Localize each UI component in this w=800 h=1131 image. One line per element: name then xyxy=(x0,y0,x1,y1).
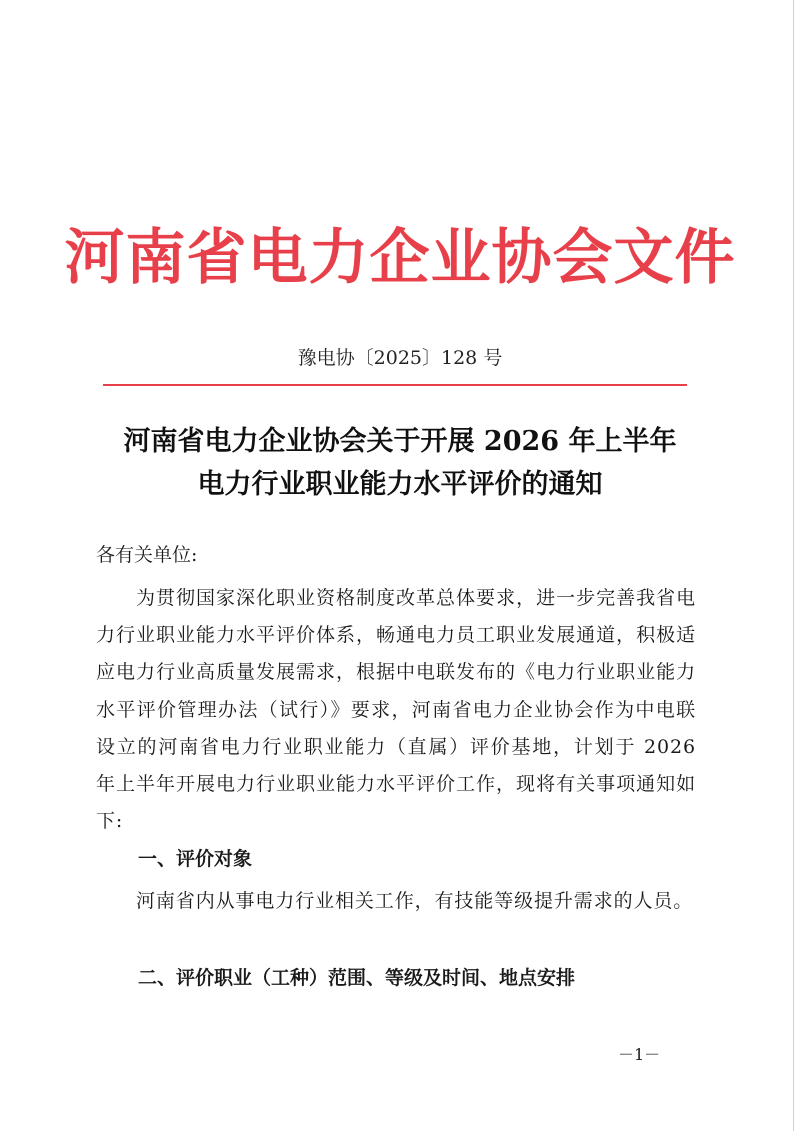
notice-title xyxy=(0,420,800,506)
document-number: 豫电协〔2025〕128 号 xyxy=(297,347,503,369)
masthead-title: 河南省电力企业协会文件 xyxy=(64,223,736,293)
section-1-heading: 一、评价对象 xyxy=(138,848,253,870)
section-1-paragraph: 河南省内从事电力行业相关工作，有技能等级提升需求的人员。 xyxy=(136,890,694,912)
notice-title-line-1: 河南省电力企业协会关于开展 2026 年上半年 xyxy=(123,426,677,457)
notice-title-line-2: 电力行业职业能力水平评价的通知 xyxy=(197,469,603,500)
page-edge-line xyxy=(793,0,794,1131)
intro-paragraph: 为贯彻国家深化职业资格制度改革总体要求，进一步完善我省电力行业职业能力水平评价体系，畅通电力员工职业发展通道，积极适应电力行业高质量发展需求，根据中电联发布的《电力行业职业能力水平评价管理办法（试行）》要求，河南省电力企业协会作为中电联设立的河南省电力行业职业能力（直属）评价基地，计划于 2026 年上半年开展电力行业职业能力水平评价工作，现将有关事项通知如下: xyxy=(96,587,696,833)
red-divider-line xyxy=(103,384,687,386)
page-number: －1－ xyxy=(618,1045,661,1064)
salutation: 各有关单位: xyxy=(96,544,198,566)
section-2-heading: 二、评价职业（工种）范围、等级及时间、地点安排 xyxy=(138,967,576,989)
